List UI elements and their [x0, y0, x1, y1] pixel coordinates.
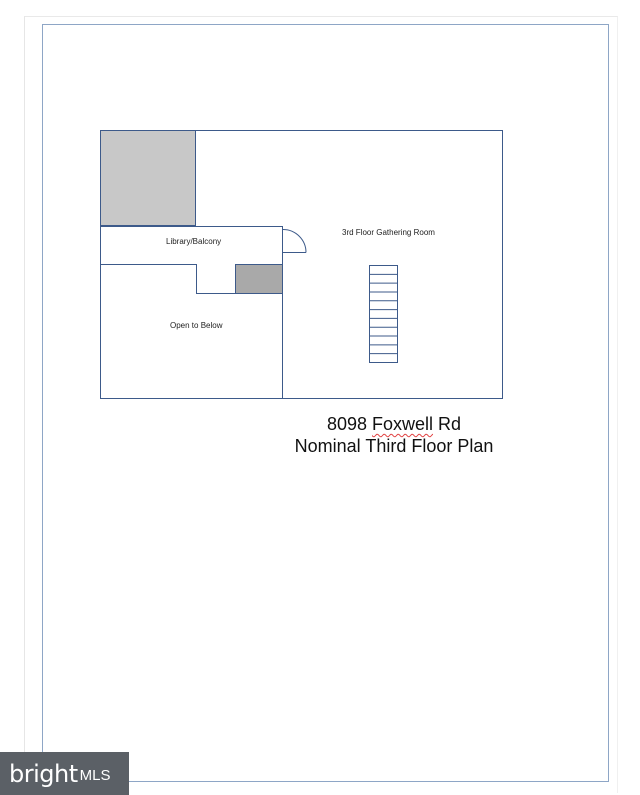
bright-mls-watermark — [0, 752, 129, 795]
library-balcony-label: Library/Balcony — [166, 237, 222, 246]
upper-left-block — [101, 131, 196, 226]
address-suffix: Rd — [438, 414, 462, 434]
door-swing-arc — [283, 230, 306, 253]
library-lower-wall — [100, 265, 235, 294]
small-block — [236, 265, 283, 294]
open-to-below-label: Open to Below — [170, 321, 223, 330]
watermark-suffix: MLS — [79, 767, 111, 784]
gathering-room-label: 3rd Floor Gathering Room — [342, 228, 435, 237]
plan-title: Nominal Third Floor Plan — [294, 436, 494, 456]
address-street: Foxwell — [372, 414, 434, 434]
address-number: 8098 — [326, 414, 367, 434]
staircase — [370, 266, 398, 363]
stair-outline — [370, 266, 398, 363]
address-caption — [270, 414, 518, 435]
watermark-brand: bright — [9, 759, 78, 788]
